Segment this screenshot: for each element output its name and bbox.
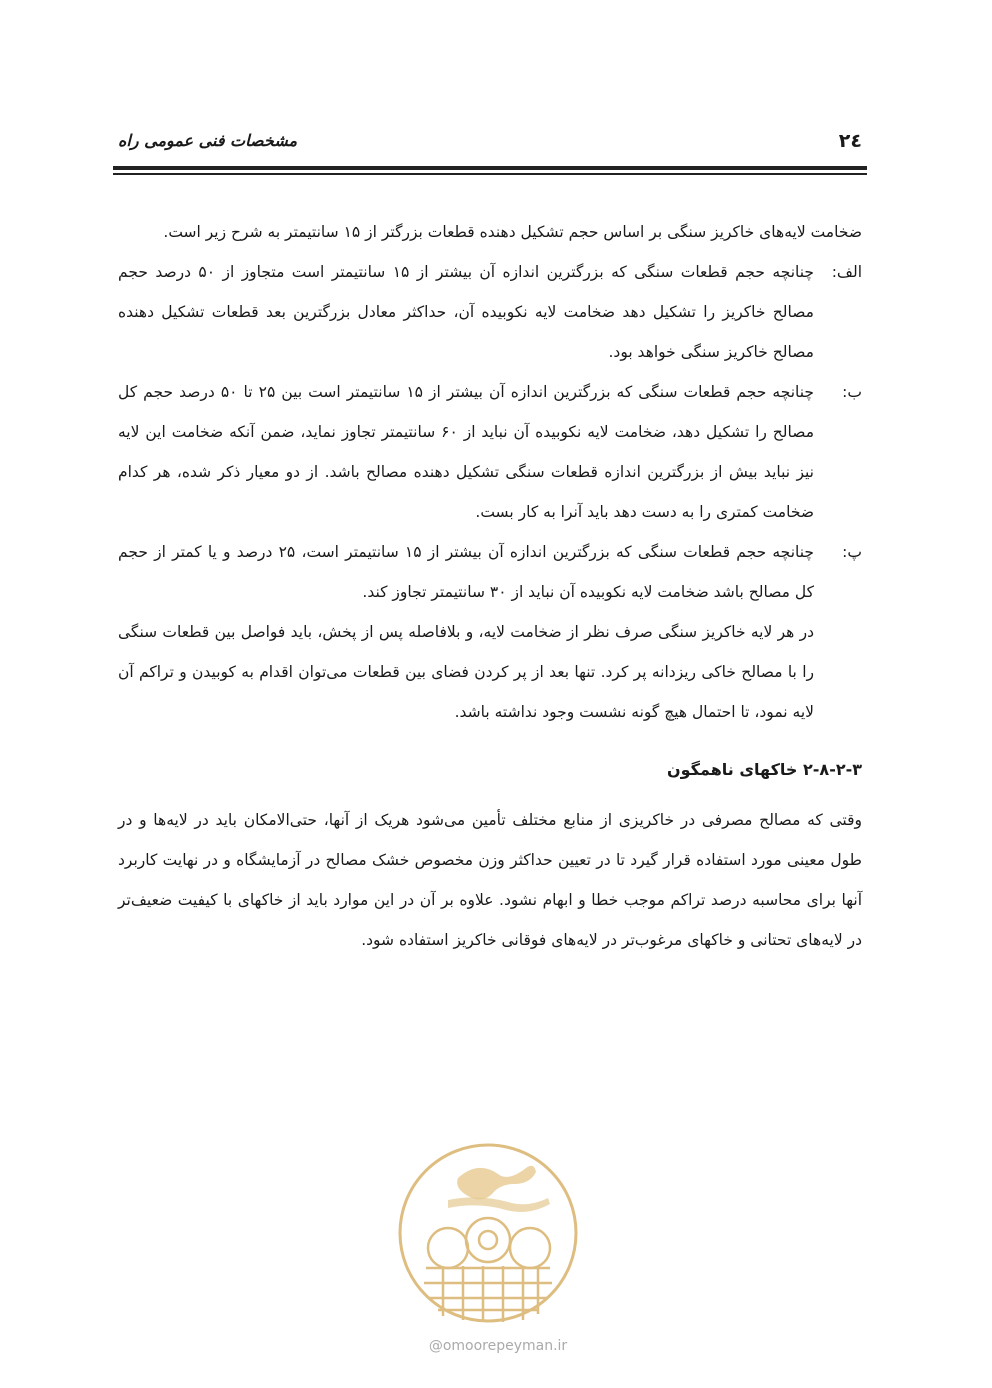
document-body bbox=[118, 212, 862, 960]
header-rule-thin bbox=[113, 173, 867, 175]
list-item bbox=[118, 372, 862, 532]
running-title: مشخصات فنی عمومی راه bbox=[118, 131, 298, 150]
at-sign-icon: @ bbox=[428, 1338, 443, 1354]
item-text: چنانچه حجم قطعات سنگی که بزرگترین اندازه آن بیشتر از ۱۵ سانتیمتر است، ۲۵ درصد و یا کمتر از حجم کل مصالح باشد ضخامت لایه نکوبیده آن نباید از ۳۰ سانتیمتر تجاوز کند. bbox=[118, 543, 814, 601]
section-heading: ۲-۸-۲-۳ خاکهای ناهمگون bbox=[666, 760, 862, 779]
item-label: الف: bbox=[831, 263, 862, 281]
item-text: چنانچه حجم قطعات سنگی که بزرگترین اندازه آن بیشتر از ۱۵ سانتیمتر است متجاوز از ۵۰ درصد حجم مصالح خاکریز را تشکیل دهد ضخامت لایه نکوبیده آن، حداکثر معادل بزرگترین بعد قطعات تشکیل دهنده مصالح خاکریز سنگی خواهد بود. bbox=[118, 263, 814, 361]
publisher-logo-watermark bbox=[388, 1138, 588, 1328]
list-item bbox=[118, 252, 862, 372]
section-paragraph: وقتی که مصالح مصرفی در خاکریزی از منابع مختلف تأمین می‌شود هریک از آنها، حتی‌الامکان باید در لایه‌ها و در طول معینی مورد استفاده قرار گیرد تا در تعیین حداکثر وزن مخصوص خشک مصالح در آزمایشگاه و در نهایت کاربرد آنها برای محاسبه درصد تراکم موجب خطا و ابهام نشود. علاوه بر آن در این موارد باید از خاکهای با کیفیت ضعیف‌تر در لایه‌های تحتانی و خاکهای مرغوب‌تر در لایه‌های فوقانی خاکریز استفاده شود. bbox=[118, 811, 862, 949]
page-header bbox=[118, 128, 862, 156]
intro-paragraph: ضخامت لایه‌های خاکریز سنگی بر اساس حجم تشکیل دهنده قطعات بزرگتر از ۱۵ سانتیمتر به شرح زیر است. bbox=[163, 223, 862, 241]
closing-paragraph: در هر لایه خاکریز سنگی صرف نظر از ضخامت لایه، و بلافاصله پس از پخش، باید فواصل بین قطعات سنگی را با مصالح خاکی ریزدانه پر کرد. تنها بعد از پر کردن فضای بین قطعات می‌توان اقدام به کوبیدن و تراکم آن لایه نمود، تا احتمال هیچ گونه نشست وجود نداشته باشد. bbox=[118, 623, 814, 721]
item-text: چنانچه حجم قطعات سنگی که بزرگترین اندازه آن بیشتر از ۱۵ سانتیمتر است بین ۲۵ تا ۵۰ درصد حجم کل مصالح را تشکیل دهد، ضخامت لایه نکوبیده آن نباید از ۶۰ سانتیمتر تجاوز نماید، ضمن آنکه ضخامت این لایه نیز نباید بیش از بزرگترین اندازه قطعات سنگی تشکیل دهنده مصالح باشد. از دو معیار ذکر شده، هر کدام ضخامت کمتری را به دست دهد باید آنرا به کار بست. bbox=[118, 383, 814, 521]
watermark-url bbox=[408, 1338, 588, 1354]
list-item bbox=[118, 532, 862, 612]
item-label: ب: bbox=[842, 383, 862, 401]
item-label: پ: bbox=[842, 543, 862, 561]
header-rule-thick bbox=[113, 166, 867, 170]
page-number: ۲٤ bbox=[838, 130, 862, 152]
site-url-text: omoorepeyman.ir bbox=[442, 1338, 568, 1354]
